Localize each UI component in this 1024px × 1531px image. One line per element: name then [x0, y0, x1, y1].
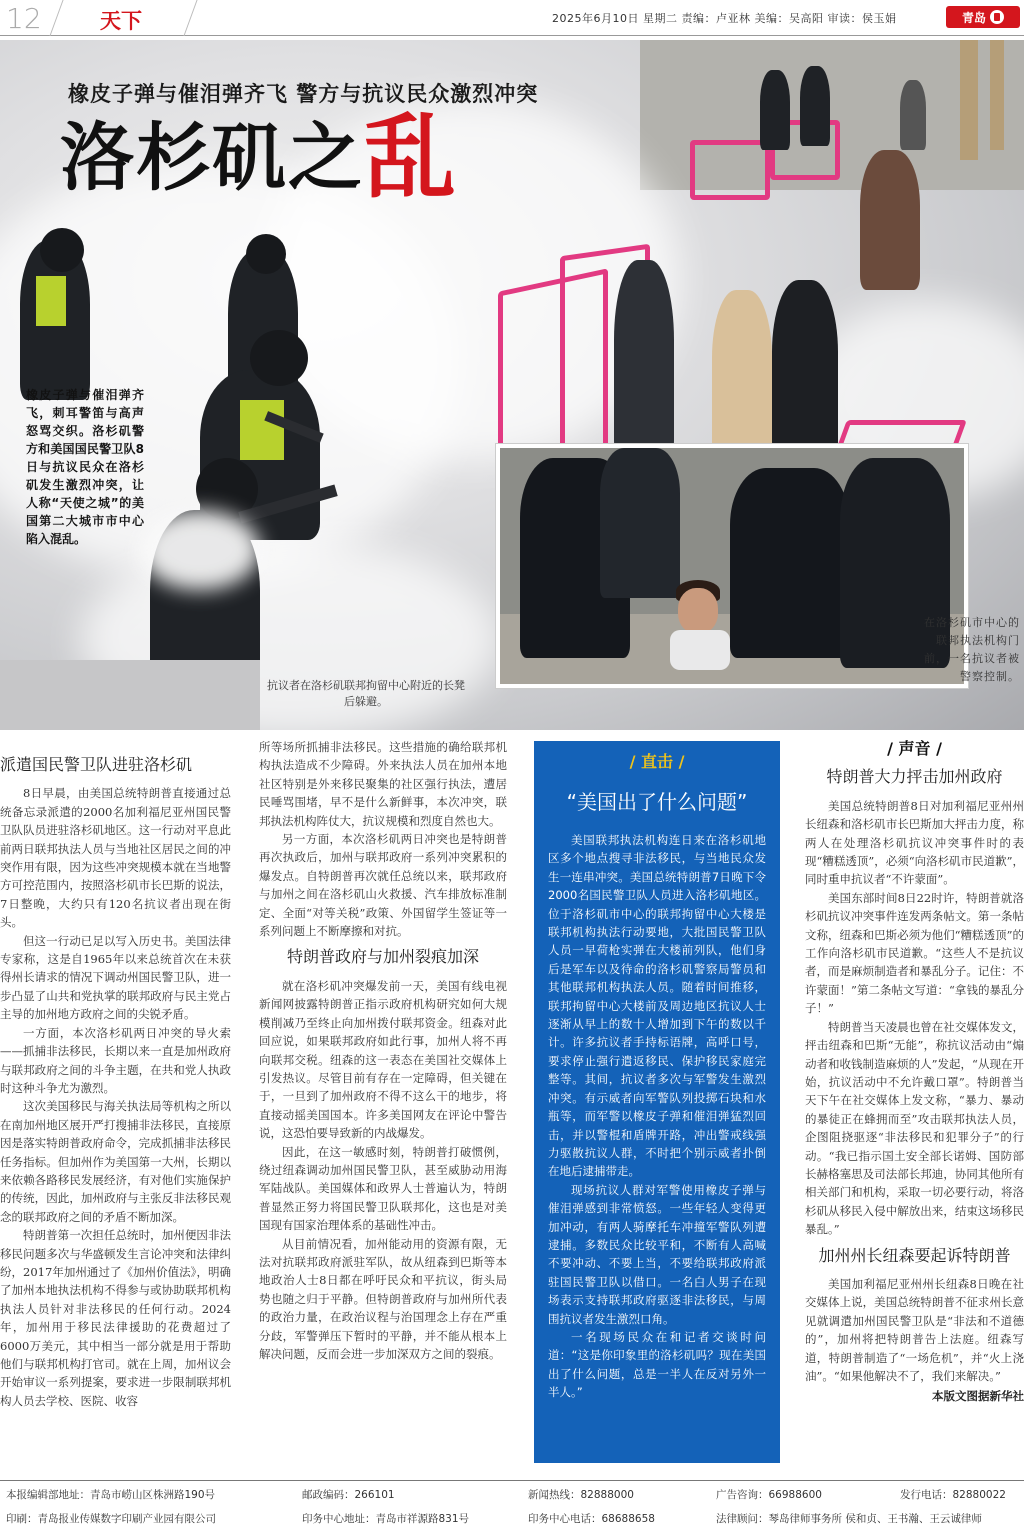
protester-figure	[772, 280, 838, 460]
officer-figure-distant	[800, 66, 830, 146]
detainee-shirt	[670, 630, 730, 670]
helmet	[40, 228, 84, 272]
section-name: 天下	[100, 9, 142, 33]
kicker-headline: 橡皮子弹与催泪弹齐飞 警方与抗议民众激烈冲突	[68, 82, 539, 106]
paragraph: 8日早晨，由美国总统特朗普直接通过总统备忘录派遣的2000名加利福尼亚州国民警卫队队员进驻洛杉矶地区。这一行动对平息此前两日联邦执法人员与当地社区居民之间的冲突作用有限，因为这些冲突规模本就在当地警方可控范围内，按照洛杉矶市长巴斯的说法，7日整晚，大约只有120名抗议者出现在街头。	[0, 786, 231, 930]
tree-trunk	[990, 40, 1004, 150]
inset-photo	[496, 444, 968, 688]
subheading: 派遣国民警卫队进驻洛杉矶	[0, 755, 193, 774]
paragraph: 美国东部时间8日22时许，特朗普就洛杉矶抗议冲突事件连发两条帖文。第一条帖文称，纽森和巴斯必须为他们“糟糕透顶”的工作向洛杉矶市民道歉。“这些人不是抗议者，而是麻烦制造者和暴乱分子。记住：不许蒙面！”第二条帖文写道：“拿钱的暴乱分子！”	[805, 890, 1024, 1016]
paragraph: 美国总统特朗普8日对加利福尼亚州州长纽森和洛杉矶市长巴斯加大抨击力度，称两人在处理洛杉矶抗议冲突事件时的表现“糟糕透顶”，必须“向洛杉矶市民道歉”，同时重申抗议者“不许蒙面”。	[805, 798, 1024, 887]
paragraph: 这次美国移民与海关执法局等机构之所以在南加州地区展开严打搜捕非法移民，直接原因是落实特朗普政府命令，完成抓捕非法移民任务指标。但加州作为美国第一大州，长期以来依赖各路移民发展经济，有对他们实施保护的传统，因此，加州政府与主张反非法移民观念的联邦政府之间的矛盾不断加深。	[0, 1099, 231, 1224]
header-divider	[183, 0, 197, 36]
muzzle-smoke	[140, 510, 260, 590]
paragraph: 所等场所抓捕非法移民。这些措施的确给联邦机构执法造成不少障碍。外来执法人员在加州本地社区特别是外来移民聚集的社区强行执法，遭居民唾骂围堵，早不是什么新鲜事，本次冲突，联邦执法机构阵仗大，抗议规模和烈度自然也大。	[259, 740, 507, 828]
header-divider	[49, 0, 63, 36]
article-column-1	[0, 752, 231, 1472]
page-header	[0, 0, 1024, 36]
paragraph: 另一方面，本次洛杉矶两日冲突也是特朗普再次执政后，加州与联邦政府一系列冲突累积的爆发点。自特朗普再次就任总统以来，联邦政府与加州之间在洛杉矶山火救援、汽车排放标准制定、全面“对等关税”政策、外国留学生签证等一系列问题上不断摩擦和对抗。	[259, 832, 507, 939]
box-headline: “美国出了什么问题”	[566, 790, 748, 814]
footer-print-phone: 印务中心电话：68688658	[528, 1513, 655, 1525]
hero-photo	[0, 40, 1024, 730]
footer-ad-hotline: 广告咨询：66988600	[716, 1489, 822, 1501]
paragraph: 特朗普第一次担任总统时，加州便因非法移民问题多次与华盛顿发生言论冲突和法律纠纷，2017年加州通过了《加州价值法》，明确了加州本地执法机构不得参与或协助联邦机构执法人员针对非法移民的任何行动。2024年，加州用于移民法律援助的花费超过了6000万美元，其中相当一部分就是用于帮助他们与联邦机构打官司。就在上周，加州议会开始审议一系列提案，要求进一步限制联邦机构人员去学校、医院、收容	[0, 1228, 231, 1408]
paragraph: 但这一行动已足以写入历史书。美国法律专家称，这是自1965年以来总统首次在未获得州长请求的情况下调动州国民警卫队，进一步凸显了山共和党执掌的联邦政府与民主党占主导的加州地方政府之间的尖锐矛盾。	[0, 933, 231, 1022]
paragraph: 现场抗议人群对军警使用橡皮子弹与催泪弹感到非常愤怒。一些年轻人变得更加冲动，有两人骑摩托车冲撞军警队列遭逮捕。多数民众比较平和，不断有人高喊不要冲动、不要上当，不要给联邦政府派驻国民警卫队以借口。一名白人男子在现场表示支持联邦政府驱逐非法移民，与周围抗议者发生激烈口角。	[548, 1182, 766, 1326]
paragraph: 从目前情况看，加州能动用的资源有限，无法对抗联邦政府派驻军队，故从纽森到巴斯等本地政治人士8日都在呼吁民众和平抗议，街头局势也随之归于平静。但特朗普政府与加州所代表的政治力量，在政治议程与治国理念上存在严重分歧，军警弹压下暂时的平静，并不能从根本上解决问题，反而会进一步加深双方之间的裂痕。	[259, 1236, 507, 1361]
officer-figure	[600, 448, 680, 598]
newspaper-logo: 青岛	[946, 6, 1020, 28]
date-editors-line: 2025年6月10日 星期二 责编：卢亚林 美编：吴高阳 审读：侯玉娟	[552, 12, 897, 25]
protester-figure	[614, 260, 674, 460]
detainee-face	[678, 588, 718, 634]
footer-distribution: 发行电话：82880022	[900, 1489, 1006, 1501]
headline-accent: 乱	[364, 104, 459, 211]
section-tag: / 声音 /	[887, 739, 942, 758]
pink-barricade	[690, 140, 770, 200]
helmet	[246, 234, 286, 274]
subheading: 特朗普政府与加州裂痕加深	[286, 947, 479, 967]
footer-news-hotline: 新闻热线：82888000	[528, 1489, 634, 1501]
box-tag: / 直击 /	[629, 752, 685, 771]
subheading: 特朗普大力抨击加州政府	[826, 767, 1003, 787]
article-column-2	[259, 738, 507, 1470]
photo-caption-left: 橡皮子弹与催泪弹齐飞，刺耳警笛与高声怒骂交织。洛杉矶警方和美国国民警卫队8日与抗议民众在洛杉矶发生激烈冲突，让人称“天使之城”的美国第二大城市市中心陷入混乱。	[26, 388, 144, 546]
article-column-4	[805, 738, 1024, 1470]
footer-printer: 印刷：青岛报业传媒数字印刷产业园有限公司	[6, 1513, 216, 1525]
page-number: 12	[6, 2, 42, 35]
helmet	[250, 330, 308, 386]
photo-caption-inset: 在洛杉矶市中心的联邦执法机构门前，一名抗议者被警察控制。	[924, 616, 1020, 683]
eyewitness-box	[534, 741, 780, 1463]
paragraph: 就在洛杉矶冲突爆发前一天，美国有线电视新闻网披露特朗普正指示政府机构研究如何大规模削减乃至终止向加州拨付联邦资金。纽森对此回应说，如果联邦政府如此行事，加州人将不再向联邦交税。纽森的这一表态在美国社交媒体上引发热议。尽管目前有存在一定障碍，但关键在于，一旦到了加州政府不得不这么干的地步，将直接动摇美国国本。许多美国网友在评论中警告说，这恐怕要导致新的内战爆发。	[259, 978, 507, 1141]
footer-print-center: 印务中心地址：青岛市祥源路831号	[302, 1513, 470, 1525]
footer-address: 本报编辑部地址：青岛市崂山区株洲路190号	[6, 1489, 216, 1501]
logo-icon	[990, 10, 1004, 24]
person-figure-distant	[900, 80, 926, 150]
reflective-vest	[240, 400, 284, 460]
footer-postcode: 邮政编码：266101	[302, 1489, 395, 1501]
paragraph: 一方面，本次洛杉矶两日冲突的导火索——抓捕非法移民，长期以来一直是加州政府与联邦政府之间的斗争主题，在共和党人执政时这种斗争尤为激烈。	[0, 1025, 231, 1095]
paragraph: 一名现场民众在和记者交谈时问道：“这是你印象里的洛杉矶吗？现在美国出了什么问题，总是一半人在反对另外一半人。”	[548, 1329, 766, 1400]
tree-trunk	[960, 40, 978, 160]
page-footer	[0, 1480, 1024, 1531]
footer-legal: 法律顾问：琴岛律师事务所 侯和贞、王书瀚、王云诚律师	[716, 1513, 982, 1525]
subheading: 加州州长纽森要起诉特朗普	[818, 1245, 1011, 1265]
paragraph: 美国加利福尼亚州州长纽森8日晚在社交媒体上说，美国总统特朗普不征求州长意见就调遣加州国民警卫队是“非法和不道德的”，加州将把特朗普告上法庭。纽森写道，特朗普制造了“一场危机”，并“火上浇油”。“如果他解决不了，我们来解决。”	[805, 1276, 1024, 1383]
photo-credit: 本版文图据新华社	[932, 1389, 1024, 1404]
paragraph: 因此，在这一敏感时刻，特朗普打破惯例，绕过纽森调动加州国民警卫队，甚至威胁动用海军陆战队。美国媒体和政界人士普遍认为，特朗普显然正努力将国民警卫队联邦化，这也是对美国现有国家治理体系的基础性冲击。	[259, 1144, 507, 1233]
main-headline: 洛杉矶之乱	[60, 104, 459, 211]
officer-figure	[730, 468, 850, 658]
photo-caption-bottom: 抗议者在洛杉矶联邦拘留中心附近的长凳后躲避。	[267, 679, 465, 708]
paragraph: 美国联邦执法机构连日来在洛杉矶地区多个地点搜寻非法移民，与当地民众发生一连串冲突。美国总统特朗普7日晚下令2000名国民警卫队人员进入洛杉矶地区。位于洛杉矶市中心的联邦拘留中心大楼是联邦机构执法行动要地，大批国民警卫队人员一早荷枪实弹在大楼前列队，他们身后是军车以及待命的洛杉矶警察局警员和其他联邦机构执法人员。随着时间推移，联邦拘留中心大楼前及周边地区抗议人士逐渐从早上的数十人增加到下午的数以千计。许多抗议者手持标语牌，高呼口号，要求停止强行遣返移民、保护移民家庭完整等。其间，抗议者多次与军警发生激烈冲突。有示威者向军警队列投掷石块和水瓶等，而军警以橡皮子弹和催泪弹猛烈回击，并以警棍和盾牌开路，冲出警戒线强力驱散抗议人群，不时把个别示威者扑倒在地后逮捕带走。	[548, 833, 766, 1179]
protester-figure	[860, 150, 920, 290]
ground	[0, 660, 260, 730]
protester-figure	[712, 290, 772, 460]
paragraph: 特朗普当天凌晨也曾在社交媒体发文，抨击纽森和巴斯“无能”，称抗议活动由“煽动者和收钱制造麻烦的人”发起，“从现在开始，抗议活动中不允许戴口罩”。特朗普当天下午在社交媒体上发文称，“暴力、暴动的暴徒正在蜂拥而至”攻击联邦执法人员，企图阻挠驱逐“非法移民和犯罪分子”的行动。“我已指示国土安全部长诺姆、国防部长赫格塞思及司法部长邦迪，协同其他所有相关部门和机构，采取一切必要行动，将洛杉矶从移民入侵中解放出来，结束这场移民暴乱。”	[805, 1019, 1024, 1237]
reflective-vest	[36, 276, 66, 326]
officer-figure-distant	[760, 70, 790, 150]
